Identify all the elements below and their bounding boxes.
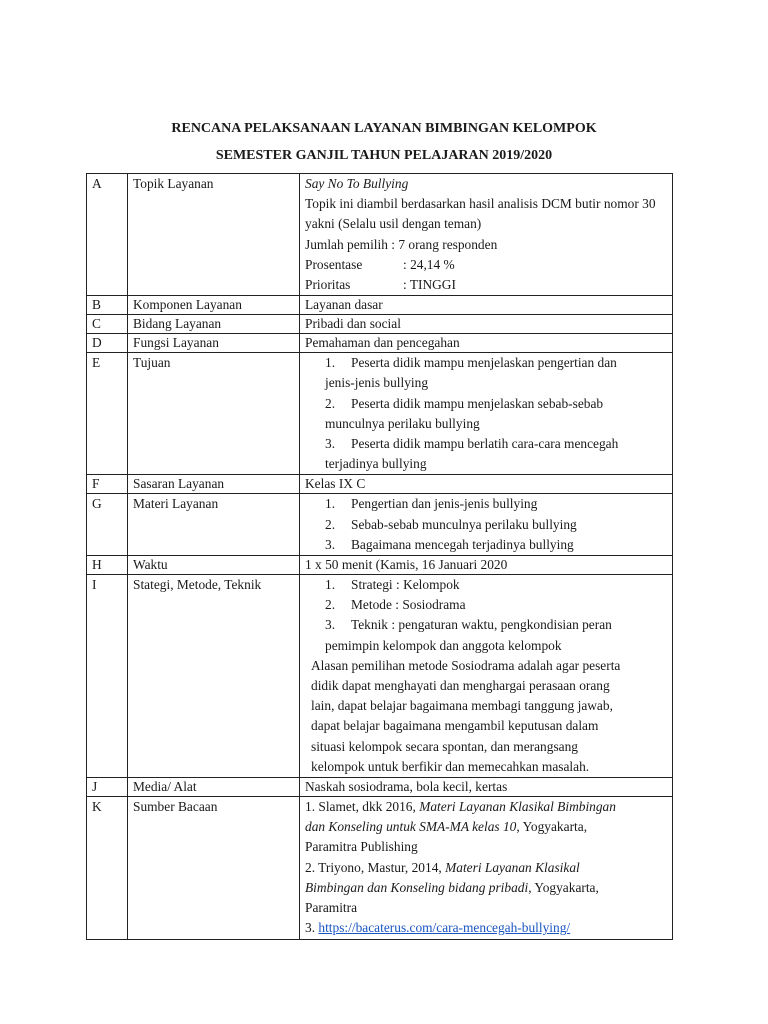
reference-3: 3. https://bacaterus.com/cara-mencegah-bullying/ [305,920,571,936]
row-value: Layanan dasar [300,296,673,315]
row-code: A [87,174,128,296]
list-item-continuation: munculnya perilaku bullying [325,415,480,431]
table-row-h [87,556,673,575]
method-reason: Alasan pemilihan metode Sosiodrama adalah agar peserta didik dapat menghayati dan menghargai perasaan orang lain, dapat belajar bagaimana membagi tanggung jawab, dapat belajar bagaimana mengambil keputusan dalam situasi kelompok secara spontan, dan merangsang kelompok untuk berfikir dan memecahkan masalah. [311,657,621,774]
table-row-a [87,174,673,296]
list-item: 1. Peserta didik mampu menjelaskan pengertian dan [325,355,617,371]
row-label: Tujuan [128,353,300,475]
row-label: Stategi, Metode, Teknik [128,575,300,778]
row-label: Waktu [128,556,300,575]
row-value [300,353,673,475]
table-row-g [87,494,673,556]
reference-2: 2. Triyono, Mastur, 2014, Materi Layanan Klasikal [305,859,580,875]
reference-1-publisher: Paramitra Publishing [305,839,418,855]
row-value: Naskah sosiodrama, bola kecil, kertas [300,778,673,797]
topic-title: Say No To Bullying [305,176,409,191]
row-code: D [87,334,128,353]
reference-1-cont: dan Konseling untuk SMA-MA kelas 10, Yogyakarta, [305,819,588,835]
row-label: Komponen Layanan [128,296,300,315]
table-row-d [87,334,673,353]
list-item-continuation: pemimpin kelompok dan anggota kelompok [325,637,562,653]
row-code: I [87,575,128,778]
table-row-b [87,296,673,315]
reference-2-publisher: Paramitra [305,900,358,916]
table-row-f [87,475,673,494]
row-code: E [87,353,128,475]
table-row-e [87,353,673,475]
list-item: 2. Sebab-sebab munculnya perilaku bullying [325,516,577,532]
row-value [300,494,673,556]
list-item: 3. Teknik : pengaturan waktu, pengkondisian peran [325,617,612,633]
table-row-c [87,315,673,334]
row-value: 1 x 50 menit (Kamis, 16 Januari 2020 [300,556,673,575]
list-item: 2. Peserta didik mampu menjelaskan sebab-sebab [325,395,604,411]
table-row-i [87,575,673,778]
list-item: 2. Metode : Sosiodrama [325,597,466,613]
row-code: B [87,296,128,315]
row-label: Fungsi Layanan [128,334,300,353]
table-row-j [87,778,673,797]
list-item-continuation: jenis-jenis bullying [325,375,429,391]
row-label: Bidang Layanan [128,315,300,334]
row-label: Media/ Alat [128,778,300,797]
row-label: Sasaran Layanan [128,475,300,494]
document-subtitle: SEMESTER GANJIL TAHUN PELAJARAN 2019/2020 [215,148,553,163]
row-code: F [87,475,128,494]
row-value: Pemahaman dan pencegahan [300,334,673,353]
row-value: Kelas IX C [300,475,673,494]
list-item: 3. Peserta didik mampu berlatih cara-cara mencegah [325,436,619,452]
list-item: 3. Bagaimana mencegah terjadinya bullying [325,536,574,552]
percentage: Prosentase : 24,14 % [305,256,455,272]
row-value [300,575,673,778]
list-item-continuation: terjadinya bullying [325,456,427,472]
row-label: Sumber Bacaan [128,797,300,939]
document-title: RENCANA PELAKSANAAN LAYANAN BIMBINGAN KELOMPOK [171,121,597,136]
topic-description: Topik ini diambil berdasarkan hasil analisis DCM butir nomor 30 yakni (Selalu usil dengan teman) [305,196,656,232]
row-code: J [87,778,128,797]
respondent-count: Jumlah pemilih : 7 orang responden [305,236,498,252]
plan-table [86,173,673,940]
row-code: C [87,315,128,334]
reference-2-cont: Bimbingan dan Konseling bidang pribadi, Yogyakarta, [305,879,599,895]
row-code: K [87,797,128,939]
reference-link[interactable]: https://bacaterus.com/cara-mencegah-bullying/ [318,920,571,936]
row-value [300,174,673,296]
row-value [300,797,673,939]
table-row-k [87,797,673,939]
row-value: Pribadi dan social [300,315,673,334]
list-item: 1. Pengertian dan jenis-jenis bullying [325,496,538,512]
row-code: H [87,556,128,575]
priority: Prioritas : TINGGI [305,277,456,293]
row-label: Materi Layanan [128,494,300,556]
row-code: G [87,494,128,556]
row-label: Topik Layanan [128,174,300,296]
list-item: 1. Strategi : Kelompok [325,577,460,593]
reference-1: 1. Slamet, dkk 2016, Materi Layanan Klasikal Bimbingan [305,799,616,815]
